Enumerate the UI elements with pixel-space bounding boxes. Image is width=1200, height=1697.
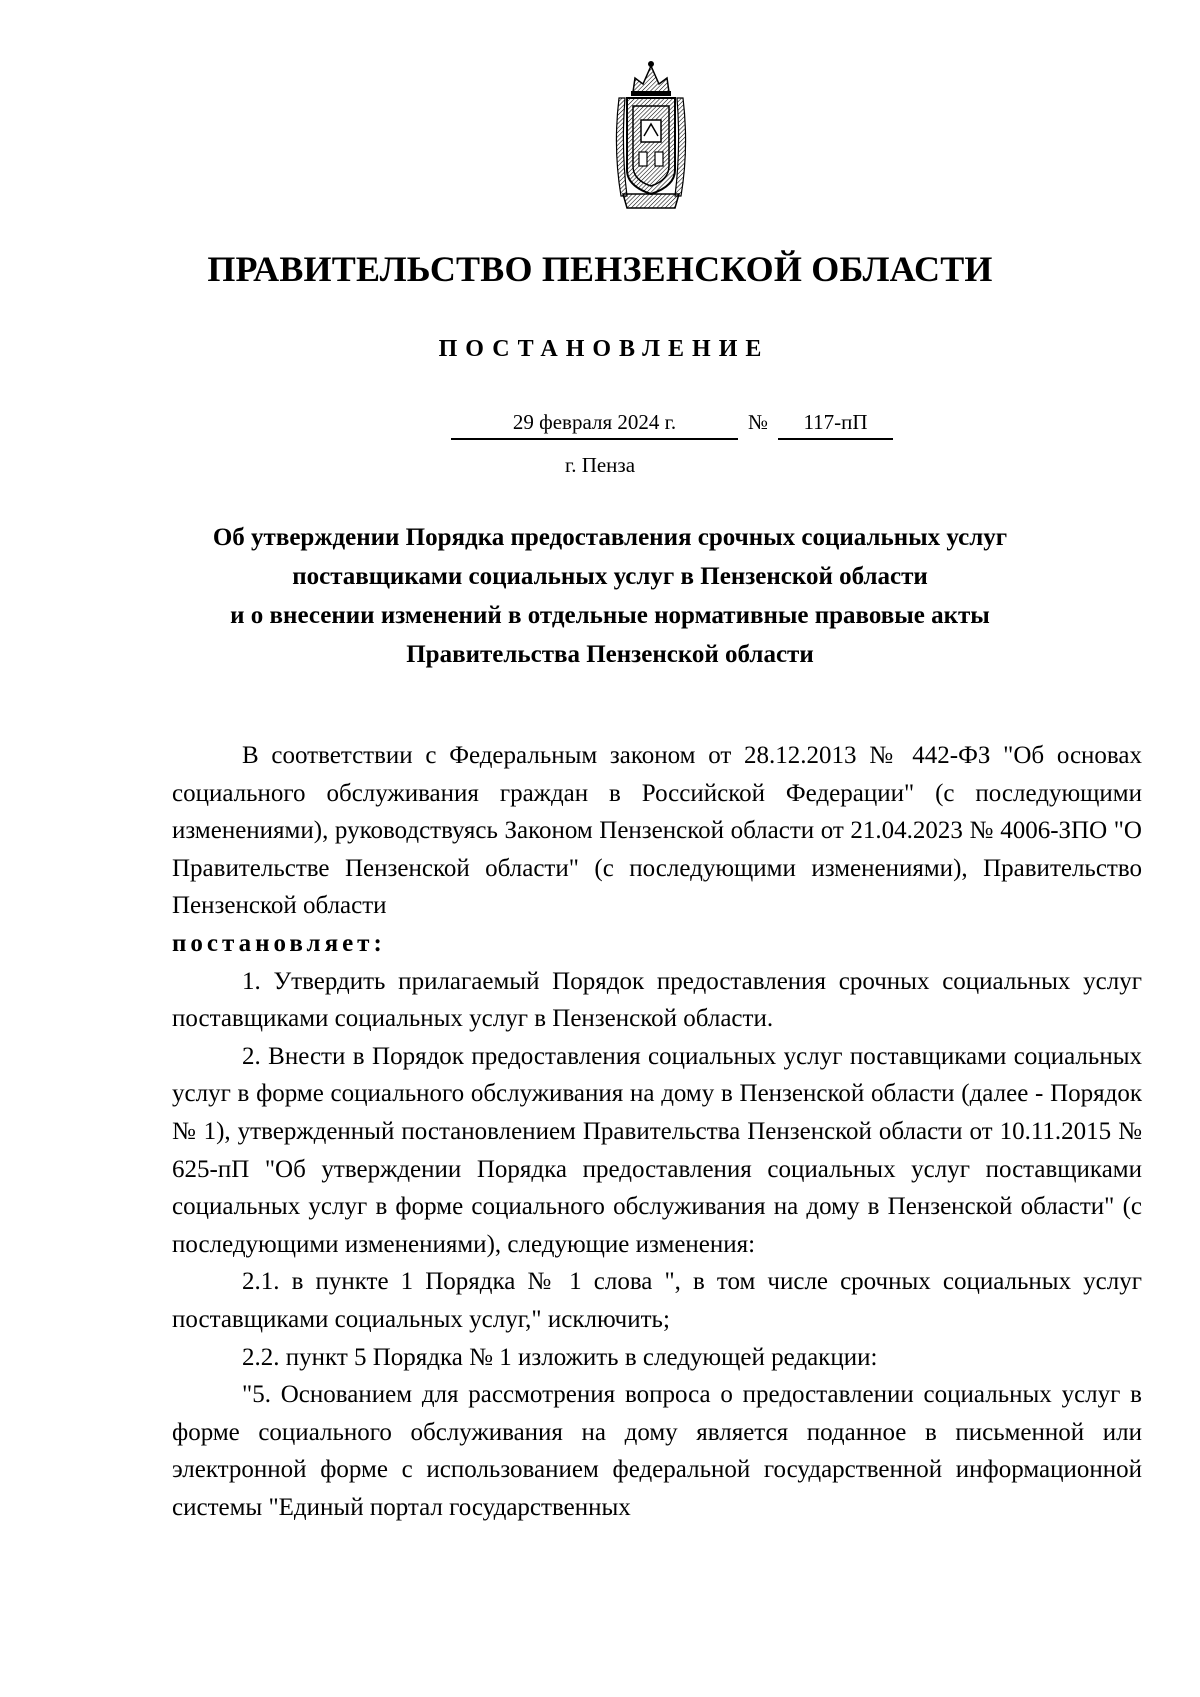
subject-line: Правительства Пензенской области <box>406 641 814 668</box>
document-subject <box>180 518 1040 674</box>
document-type: ПОСТАНОВЛЕНИЕ <box>438 336 770 362</box>
organization-title: ПРАВИТЕЛЬСТВО ПЕНЗЕНСКОЙ ОБЛАСТИ <box>207 249 993 289</box>
body-paragraph: "5. Основанием для рассмотрения вопроса о предоставлении социальных услуг в форме социального обслуживания на дому является поданное в письменной или электронной форме с использованием федеральной государственной информационной системы "Единый портал государственных <box>172 1381 1142 1521</box>
preamble-text: В соответствии с Федеральным законом от 28.12.2013 № 442-ФЗ "Об основах социального обслуживания граждан в Российской Федерации" (с последующими изменениями), руководствуясь Законом Пензенской области от 21.04.2023 № 4006-ЗПО "О Правительстве Пензенской области" (с последующими изменениями), Правительство Пензенской области <box>172 742 1142 920</box>
document-number: 117-пП <box>778 410 893 440</box>
document-city: г. Пенза <box>564 453 636 477</box>
subject-line: и о внесении изменений в отдельные нормативные правовые акты <box>230 602 990 629</box>
subject-line: поставщиками социальных услуг в Пензенской области <box>292 563 928 590</box>
preamble-paragraph <box>172 737 1142 963</box>
body-paragraph: 2.1. в пункте 1 Порядка № 1 слова ", в том числе срочных социальных услуг поставщиками социальных услуг," исключить; <box>172 1268 1142 1333</box>
resolves-word: постановляет: <box>172 929 386 957</box>
document-date: 29 февраля 2024 г. <box>451 410 738 440</box>
subject-line: Об утверждении Порядка предоставления срочных социальных услуг <box>212 524 1008 551</box>
body-paragraph: 2.2. пункт 5 Порядка № 1 изложить в следующей редакции: <box>242 1343 878 1371</box>
body-paragraph: 1. Утвердить прилагаемый Порядок предоставления срочных социальных услуг поставщиками социальных услуг в Пензенской области. <box>172 967 1142 1033</box>
number-sign: № <box>748 410 769 434</box>
coat-of-arms-icon <box>611 58 691 210</box>
document-body <box>172 737 1142 1526</box>
body-paragraph: 2. Внести в Порядок предоставления социальных услуг поставщиками социальных услуг в форме социального обслуживания на дому в Пензенской области (далее - Порядок № 1), утвержденный постановлением Правительства Пензенской области от 10.11.2015 № 625-пП "Об утверждении Порядка предоставления социальных услуг поставщиками социальных услуг в форме социального обслуживания на дому в Пензенской области" (с последующими изменениями), следующие изменения: <box>172 1042 1142 1258</box>
